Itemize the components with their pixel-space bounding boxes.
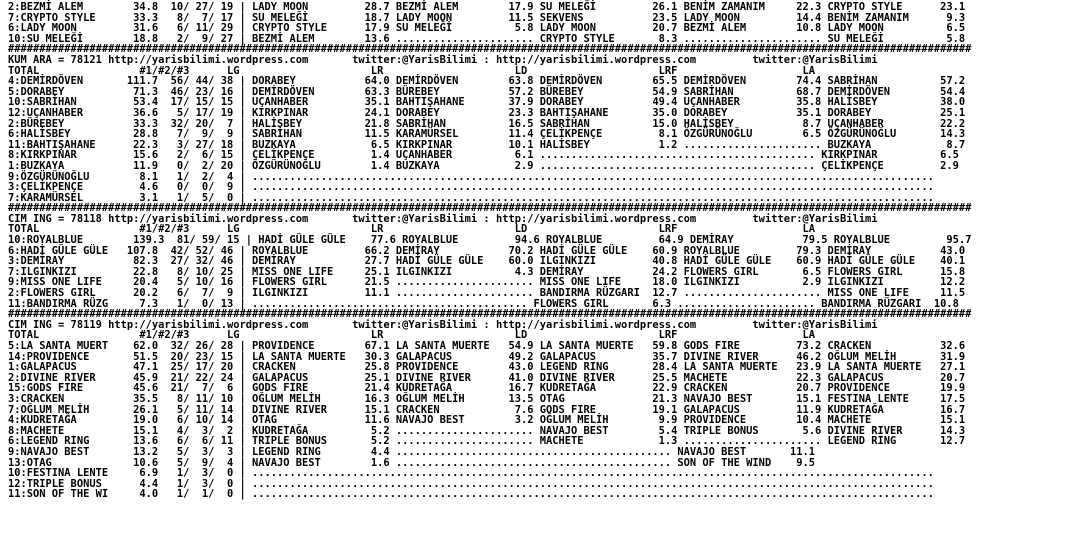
text-line: 8:KIRKPINAR 15.6 2/ 6/ 15 | ÇELİKPENÇE 1.4 UÇANHABER 6.1 ............................................ KIRKPINAR 6.5 [8, 149, 959, 162]
text-line: TOTAL #1/#2/#3 LG LR LD LRF LA [8, 329, 815, 342]
text-line: 10:SABRİHAN 53.4 17/ 15/ 15 | UÇANHABER 35.1 BAHTIŞAHANE 37.9 DORABEY 49.4 UÇANHABER 35.8 HALİSBEY 38.0 [8, 96, 966, 109]
text-line: 12:UÇANHABER 36.6 5/ 17/ 19 | KIRKPINAR 24.1 DORABEY 23.3 BAHTIŞAHANE 35.0 DORABEY 35.1 DORABEY 25.1 [8, 106, 966, 119]
text-line: 2:FLOWERS GIRL 20.2 6/ 7/ 9 | ILGINKIZI 11.1 ...................... BANDIRMA RÜZGARI 12.7 ...................... MISS ONE LIFE 11.5 [8, 287, 966, 300]
text-line: CIM ING = 78119 http://yarisbilimi.wordpress.com twitter:@YarisBilimi : http://yarisbilimi.wordpress.com twitter:@YarisBilimi [8, 318, 878, 331]
text-line: TOTAL #1/#2/#3 LG LR LD LRF LA [8, 64, 815, 77]
text-line: 4:KUDRETAĞA 19.0 6/ 10/ 14 | OTAG 11.6 NAVAJO BEST 3.2 OĞLUM MELİH 9.9 PROVIDENCE 10.4 MACHETE 15.1 [8, 414, 966, 427]
text-line: 7:CRYPTO STYLE 33.3 8/ 7/ 17 | SU MELEĞİ 18.7 LADY MOON 11.5 SEKVENS 23.5 LADY MOON 14.4 BENİM ZAMANIM 9.3 [8, 11, 966, 24]
text-line: 1:BUZKAYA 11.9 0/ 2/ 20 | ÖZGÜRÜNOĞLU 1.4 BUZKAYA 2.9 ............................................ ÇELİKPENÇE 2.9 [8, 159, 959, 172]
text-line: 9:ÖZGÜRÜNOĞLU 8.1 1/ 2/ 4 | ............................................................................................................. [8, 170, 934, 183]
text-line: ########################################################################################################################################################## [8, 308, 972, 321]
text-line: 3:CRACKEN 35.5 8/ 11/ 10 | OĞLUM MELİH 16.3 OĞLUM MELİH 13.5 OTAG 21.3 NAVAJO BEST 15.1 FESTINA LENTE 17.5 [8, 392, 966, 405]
text-line: 6:LADY MOON 31.6 6/ 11/ 29 | CRYPTO STYLE 17.9 SU MELEĞİ 5.8 LADY MOON 20.7 BEZMİ ALEM 10.8 LADY MOON 6.5 [8, 22, 966, 35]
text-line: 4:DEMİRDÖVEN 111.7 56/ 44/ 38 | DORABEY 64.0 DEMİRDÖVEN 63.8 DEMİRDÖVEN 65.5 DEMİRDÖVEN 74.4 SABRİHAN 57.2 [8, 75, 966, 88]
text-line: 3:DEMİRAY 82.3 27/ 32/ 46 | DEMİRAY 27.7 HADİ GÜLE GÜLE 60.0 ILGINKIZI 40.8 HADİ GÜLE GÜLE 60.9 HADİ GÜLE GÜLE 40.1 [8, 255, 966, 268]
text-line: 10:FESTINA LENTE 6.9 1/ 3/ 0 | ............................................................................................................. [8, 467, 934, 480]
text-line: 10:ROYALBLUE 139.3 81/ 59/ 15 | HADİ GÜLE GÜLE 77.6 ROYALBLUE 94.6 ROYALBLUE 64.9 DEMİRAY 79.5 ROYALBLUE 95.7 [8, 234, 972, 247]
text-line: 7:KARAMÜRSEL 3.1 1/ 5/ 0 | ............................................................................................................. [8, 191, 934, 204]
text-line: 11:BANDIRMA RÜZG 7.3 1/ 0/ 13 | ............................................ FLOWERS GIRL 6.3 ...................... BANDIRMA RÜZGARI 10.8 [8, 297, 959, 310]
text-line: 2:DIVINE RIVER 45.9 21/ 22/ 24 | GALAPACUS 25.1 DIVINE RIVER 41.0 DIVINE RIVER 25.5 MACHETE 22.3 GALAPACUS 20.7 [8, 371, 966, 384]
text-line: 11:SON OF THE WI 4.0 1/ 1/ 0 | ............................................................................................................. [8, 488, 934, 501]
text-line: 1:GALAPACUS 47.1 25/ 17/ 20 | CRACKEN 25.8 PROVIDENCE 43.0 LEGEND RING 28.4 LA SANTA MUERTE 23.9 LA SANTA MUERTE 27.1 [8, 361, 966, 374]
text-line: 5:LA SANTA MUERT 62.0 32/ 26/ 28 | PROVIDENCE 67.1 LA SANTA MUERTE 54.9 LA SANTA MUERTE 59.8 GODS FIRE 73.2 CRACKEN 32.6 [8, 340, 966, 352]
text-line: 9:MISS ONE LIFE 20.4 5/ 10/ 16 | FLOWERS GIRL 21.5 ...................... MISS ONE LIFE 18.0 ILGINKIZI 2.9 ILGINKIZI 12.2 [8, 276, 966, 289]
text-line: 6:HALİSBEY 28.8 7/ 9/ 9 | SABRİHAN 11.5 KARAMÜRSEL 11.4 ÇELİKPENÇE 8.1 ÖZGÜRÜNOĞLU 6.5 ÖZGÜRÜNOĞLU 14.3 [8, 128, 966, 141]
text-line: CIM ING = 78118 http://yarisbilimi.wordpress.com twitter:@YarisBilimi : http://yarisbilimi.wordpress.com twitter:@YarisBilimi [8, 212, 878, 225]
text-line: 5:DORABEY 71.3 46/ 23/ 16 | DEMİRDÖVEN 63.3 BÜREBEY 57.2 BÜREBEY 54.9 SABRİHAN 68.7 DEMİRDÖVEN 54.4 [8, 85, 966, 98]
text-line: 12:TRIPLE BONUS 4.4 1/ 3/ 0 | ............................................................................................................. [8, 477, 934, 490]
text-line: ########################################################################################################################################################## [8, 43, 972, 56]
text-line: 7:ILGINKIZI 22.8 8/ 10/ 25 | MISS ONE LIFE 25.1 ILGINKIZI 4.3 DEMİRAY 24.2 FLOWERS GIRL 6.5 FLOWERS GIRL 15.8 [8, 265, 966, 278]
text-line: 3:ÇELİKPENÇE 4.6 0/ 0/ 9 | ............................................................................................................. [8, 181, 934, 194]
text-line: 6:HADİ GÜLE GÜLE 107.8 42/ 52/ 46 | ROYALBLUE 66.2 DEMİRAY 70.2 HADİ GÜLE GÜLE 60.9 ROYALBLUE 79.3 DEMİRAY 43.0 [8, 244, 966, 257]
text-line: 15:GODS FIRE 45.6 21/ 7/ 6 | GODS FIRE 21.4 KUDRETAĞA 16.7 KUDRETAĞA 22.9 CRACKEN 20.7 PROVIDENCE 19.9 [8, 382, 966, 395]
text-line: KUM ARA = 78121 http://yarisbilimi.wordpress.com twitter:@YarisBilimi : http://yarisbilimi.wordpress.com twitter:@YarisBilimi [8, 53, 878, 66]
text-line: TOTAL #1/#2/#3 LG LR LD LRF LA [8, 223, 815, 236]
text-line: 11:BAHTIŞAHANE 22.3 3/ 27/ 18 | BUZKAYA 6.5 KIRKPINAR 10.1 HALİSBEY 1.2 ...................... BUZKAYA 8.7 [8, 138, 966, 151]
text-line: 7:OĞLUM MELİH 26.1 5/ 11/ 14 | DIVINE RIVER 15.1 CRACKEN 7.6 GODS FIRE 19.1 GALAPACUS 11.9 KUDRETAĞA 16.7 [8, 403, 966, 416]
text-line: 9:NAVAJO BEST 13.2 5/ 3/ 3 | LEGEND RING 4.4 ............................................ NAVAJO BEST 11.1 [8, 445, 815, 458]
text-line: 8:MACHETE 15.1 4/ 3/ 2 | KUDRETAĞA 5.2 ...................... NAVAJO BEST 5.4 TRIPLE BONUS 5.6 DIVINE RIVER 14.3 [8, 424, 966, 437]
text-line: 2:BÜREBEY 33.3 32/ 20/ 7 | HALİSBEY 21.8 SABRİHAN 16.5 SABRİHAN 15.0 HALİSBEY 8.7 UÇANHABER 22.2 [8, 117, 966, 130]
text-line: 10:SU MELEĞİ 18.8 2/ 9/ 27 | BEZMİ ALEM 13.6 ...................... CRYPTO STYLE 8.3 ...................... SU MELEĞİ 5.8 [8, 32, 966, 45]
text-line: 13:OTAG 10.6 5/ 9/ 4 | NAVAJO BEST 1.6 ............................................ SON OF THE WIND 9.5 [8, 456, 815, 469]
text-line: 6:LEGEND RING 13.6 6/ 6/ 11 | TRIPLE BONUS 5.2 ...................... MACHETE 1.3 ...................... LEGEND RING 12.7 [8, 435, 966, 448]
text-line: 2:BEZMİ ALEM 34.8 10/ 27/ 19 | LADY MOON 28.7 BEZMİ ALEM 17.9 SU MELEĞİ 26.1 BENİM ZAMANIM 22.3 CRYPTO STYLE 23.1 [8, 1, 966, 13]
text-line: ########################################################################################################################################################## [8, 202, 972, 215]
text-line: 14:PROVIDENCE 51.5 20/ 23/ 15 | LA SANTA MUERTE 30.3 GALAPACUS 49.2 GALAPACUS 35.7 DIVINE RIVER 46.2 OĞLUM MELİH 31.9 [8, 350, 966, 363]
